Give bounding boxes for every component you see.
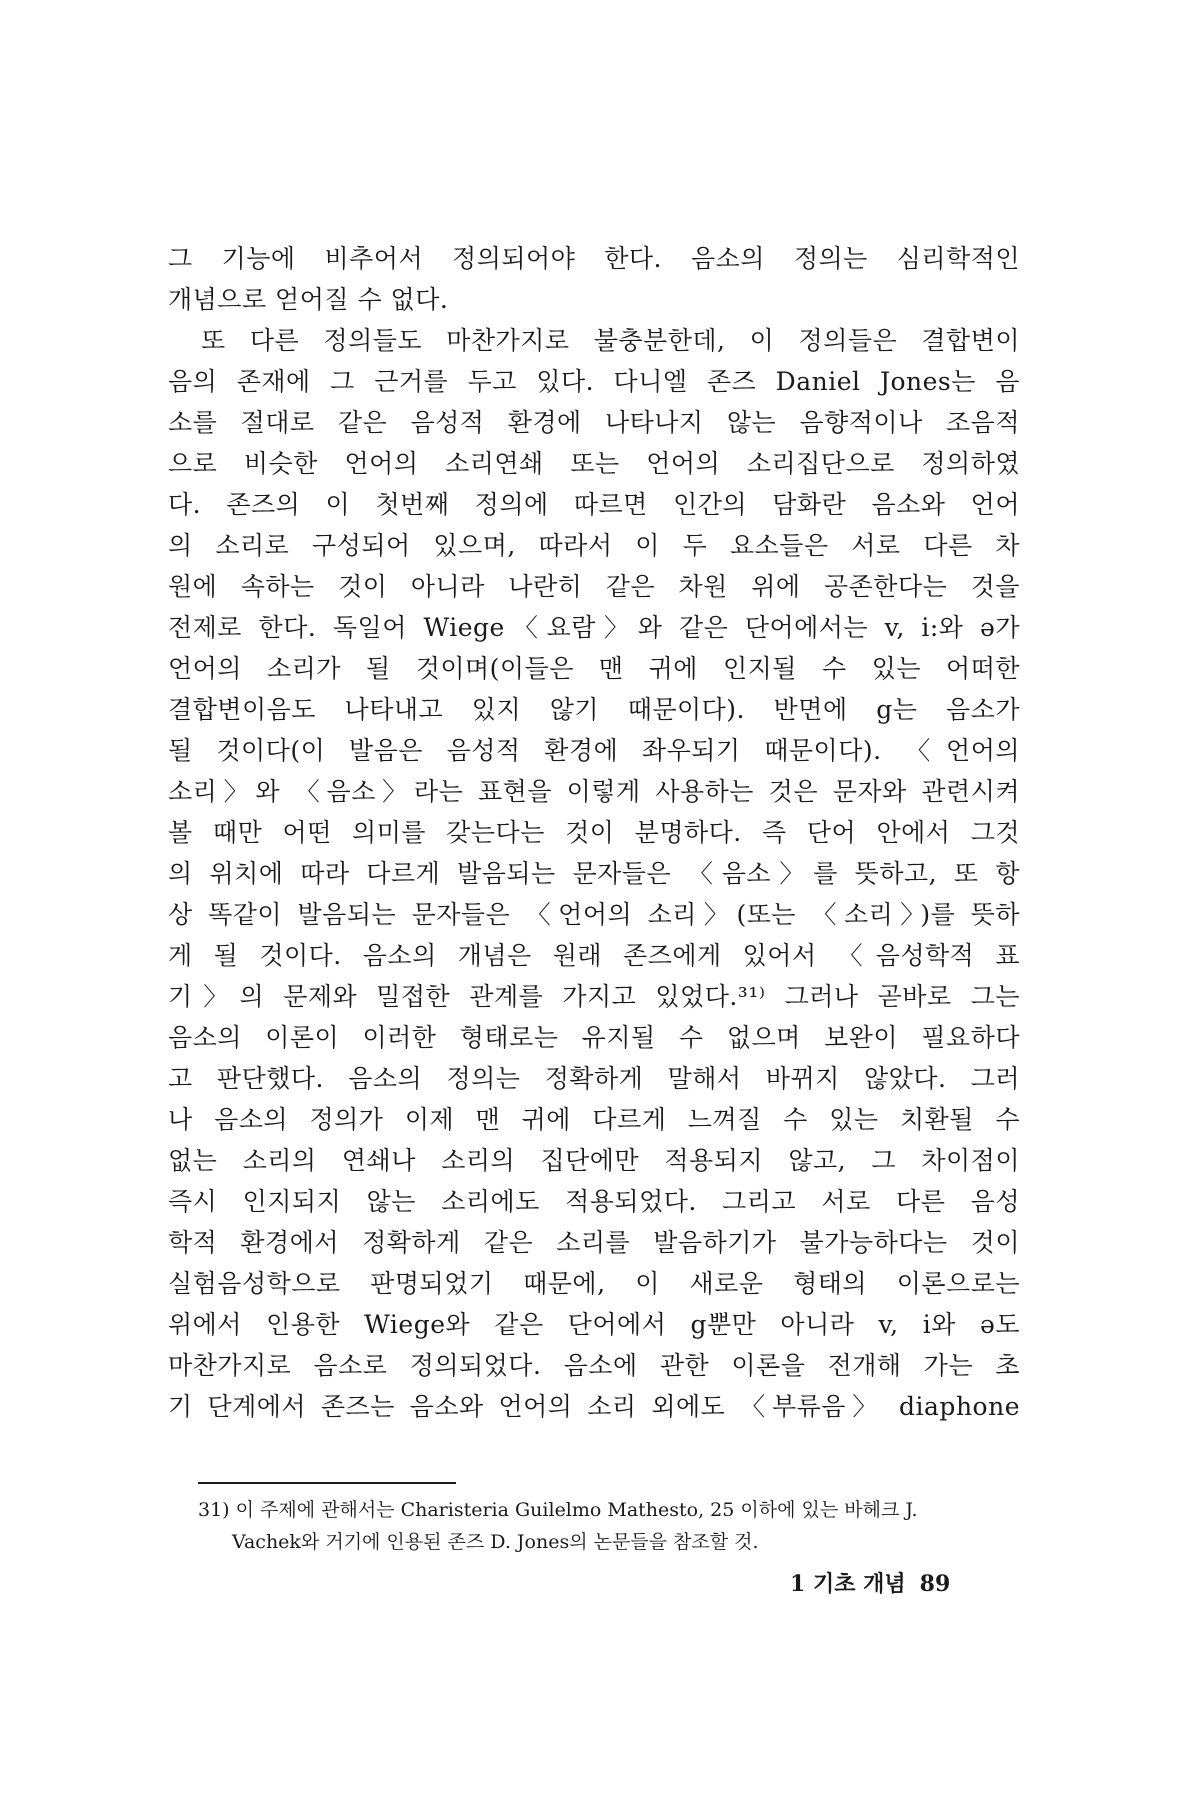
text-line: 또 다른 정의들도 마찬가지로 불충분한데, 이 정의들은 결합변이 (201, 326, 1020, 355)
text-line: 고 판단했다. 음소의 정의는 정확하게 말해서 바뀌지 않았다. 그러 (168, 1064, 1020, 1093)
text-line: 나 음소의 정의가 이제 맨 귀에 다르게 느껴질 수 있는 치환될 수 (168, 1105, 1020, 1134)
text-line: 마찬가지로 음소로 정의되었다. 음소에 관한 이론을 전개해 가는 초 (168, 1351, 1020, 1380)
footnote-line: Vachek와 거기에 인용된 존즈 D. Jones의 논문들을 참조할 것. (232, 1531, 759, 1553)
text-line: 전제로 한다. 독일어 Wiege〈요람〉와 같은 단어에서는 v, i:와 ə가 (168, 613, 1020, 642)
text-line: 볼 때만 어떤 의미를 갖는다는 것이 분명하다. 즉 단어 안에서 그것 (168, 818, 1020, 847)
text-line: 위에서 인용한 Wiege와 같은 단어에서 g뿐만 아니라 v, i와 ə도 (168, 1310, 1020, 1339)
text-line: 될 것이다(이 발음은 음성적 환경에 좌우되기 때문이다). 〈언어의 (168, 736, 1020, 765)
text-line: 원에 속하는 것이 아니라 나란히 같은 차원 위에 공존한다는 것을 (168, 572, 1020, 601)
text-line: 개념으로 얻어질 수 없다. (168, 285, 449, 314)
text-line: 소를 절대로 같은 음성적 환경에 나타나지 않는 음향적이나 조음적 (168, 408, 1020, 437)
text-line: 언어의 소리가 될 것이며(이들은 맨 귀에 인지될 수 있는 어떠한 (168, 654, 1020, 683)
text-line: 음의 존재에 그 근거를 두고 있다. 다니엘 존즈 Daniel Jones는 음 (168, 367, 1020, 396)
text-line: 기 단계에서 존즈는 음소와 언어의 소리 외에도 〈부류음〉 diaphone (168, 1392, 1020, 1421)
page-number: 89 (919, 1571, 951, 1597)
text-line: 그 기능에 비추어서 정의되어야 한다. 음소의 정의는 심리학적인 (168, 244, 1020, 273)
text-line: 다. 존즈의 이 첫번째 정의에 따르면 인간의 담화란 음소와 언어 (168, 490, 1020, 519)
text-line: 즉시 인지되지 않는 소리에도 적용되었다. 그리고 서로 다른 음성 (168, 1187, 1020, 1216)
text-line: 게 될 것이다. 음소의 개념은 원래 존즈에게 있어서 〈음성학적 표 (168, 941, 1020, 970)
text-line: 기〉의 문제와 밀접한 관계를 가지고 있었다.³¹⁾ 그러나 곧바로 그는 (168, 982, 1020, 1011)
page-footer (790, 1567, 950, 1598)
text-line: 의 소리로 구성되어 있으며, 따라서 이 두 요소들은 서로 다른 차 (168, 531, 1020, 560)
text-line: 없는 소리의 연쇄나 소리의 집단에만 적용되지 않고, 그 차이점이 (168, 1146, 1020, 1175)
text-line: 상 똑같이 발음되는 문자들은 〈언어의 소리〉(또는 〈소리〉)를 뜻하 (168, 900, 1020, 929)
footnote-rule (198, 1482, 456, 1484)
text-line: 실험음성학으로 판명되었기 때문에, 이 새로운 형태의 이론으로는 (168, 1269, 1020, 1298)
footnote (198, 1494, 1020, 1558)
text-line: 으로 비슷한 언어의 소리연쇄 또는 언어의 소리집단으로 정의하였 (168, 449, 1020, 478)
text-line: 학적 환경에서 정확하게 같은 소리를 발음하기가 불가능하다는 것이 (168, 1228, 1020, 1257)
body-text (168, 238, 1020, 1427)
chapter-title: 1 기초 개념 (790, 1571, 906, 1597)
text-line: 의 위치에 따라 다르게 발음되는 문자들은 〈음소〉를 뜻하고, 또 항 (168, 859, 1020, 888)
text-line: 음소의 이론이 이러한 형태로는 유지될 수 없으며 보완이 필요하다 (168, 1023, 1020, 1052)
footnote-line: 31) 이 주제에 관해서는 Charisteria Guilelmo Mathesto, 25 이하에 있는 바헤크 J. (198, 1499, 918, 1521)
text-line: 결합변이음도 나타내고 있지 않기 때문이다). 반면에 g는 음소가 (168, 695, 1020, 724)
text-line: 소리〉와 〈음소〉라는 표현을 이렇게 사용하는 것은 문자와 관련시켜 (168, 777, 1020, 806)
